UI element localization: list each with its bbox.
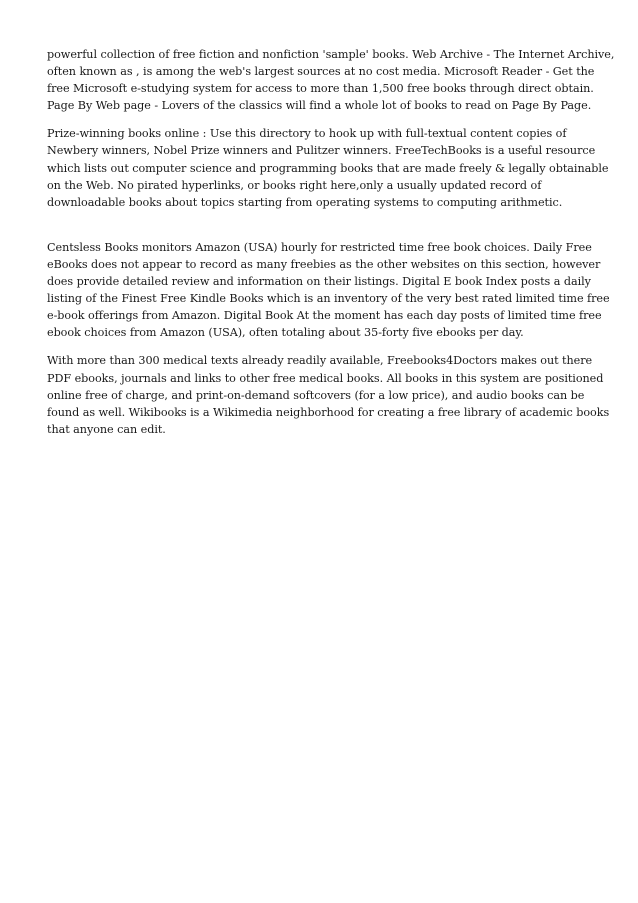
text-line: ebook choices from Amazon (USA), often totaling about 35-forty five ebooks per day. (47, 326, 524, 340)
text-line: Prize-winning books online : Use this directory to hook up with full-textual content copies of (47, 127, 567, 141)
text-line: that anyone can edit. (47, 422, 166, 436)
text-line: downloadable books about topics starting from operating systems to computing arithmetic. (47, 195, 563, 209)
text-line: Centsless Books monitors Amazon (USA) hourly for restricted time free book choices. Daily Free (47, 240, 592, 254)
text-line: free Microsoft e-studying system for access to more than 1,500 free books through direct obtain. (47, 82, 594, 96)
text-line: eBooks does not appear to record as many freebies as the other websites on this section, however (47, 257, 601, 271)
text-line: Newbery winners, Nobel Prize winners and Pulitzer winners. FreeTechBooks is a useful resource (47, 144, 596, 158)
text-line: online free of charge, and print-on-demand softcovers (for a low price), and audio books can be (47, 388, 585, 402)
text-line: often known as , is among the web's largest sources at no cost media. Microsoft Reader - Get the (47, 65, 595, 79)
paragraph-1 (47, 46, 615, 114)
text-line: e-book offerings from Amazon. Digital Book At the moment has each day posts of limited time free (47, 309, 602, 323)
text-line: With more than 300 medical texts already readily available, Freebooks4Doctors makes out there (47, 354, 593, 368)
text-line: powerful collection of free fiction and nonfiction 'sample' books. Web Archive - The Internet Archive, (47, 48, 615, 61)
text-line: on the Web. No pirated hyperlinks, or books right here,only a usually updated record of (47, 178, 542, 192)
text-line: listing of the Finest Free Kindle Books which is an inventory of the very best rated limited time free (47, 292, 610, 306)
text-line: found as well. Wikibooks is a Wikimedia neighborhood for creating a free library of academic books (47, 405, 610, 419)
text-line: does provide detailed review and information on their listings. Digital E book Index posts a daily (47, 275, 591, 289)
paragraph-3 (47, 239, 610, 342)
paragraph-4 (47, 352, 610, 437)
document-body (47, 46, 615, 438)
paragraph-2 (47, 125, 609, 210)
text-line: which lists out computer science and programming books that are made freely & legally obtainable (47, 161, 609, 175)
text-line: Page By Web page - Lovers of the classics will find a whole lot of books to read on Page By Page. (47, 99, 592, 113)
text-line: PDF ebooks, journals and links to other free medical books. All books in this system are positioned (47, 371, 604, 385)
